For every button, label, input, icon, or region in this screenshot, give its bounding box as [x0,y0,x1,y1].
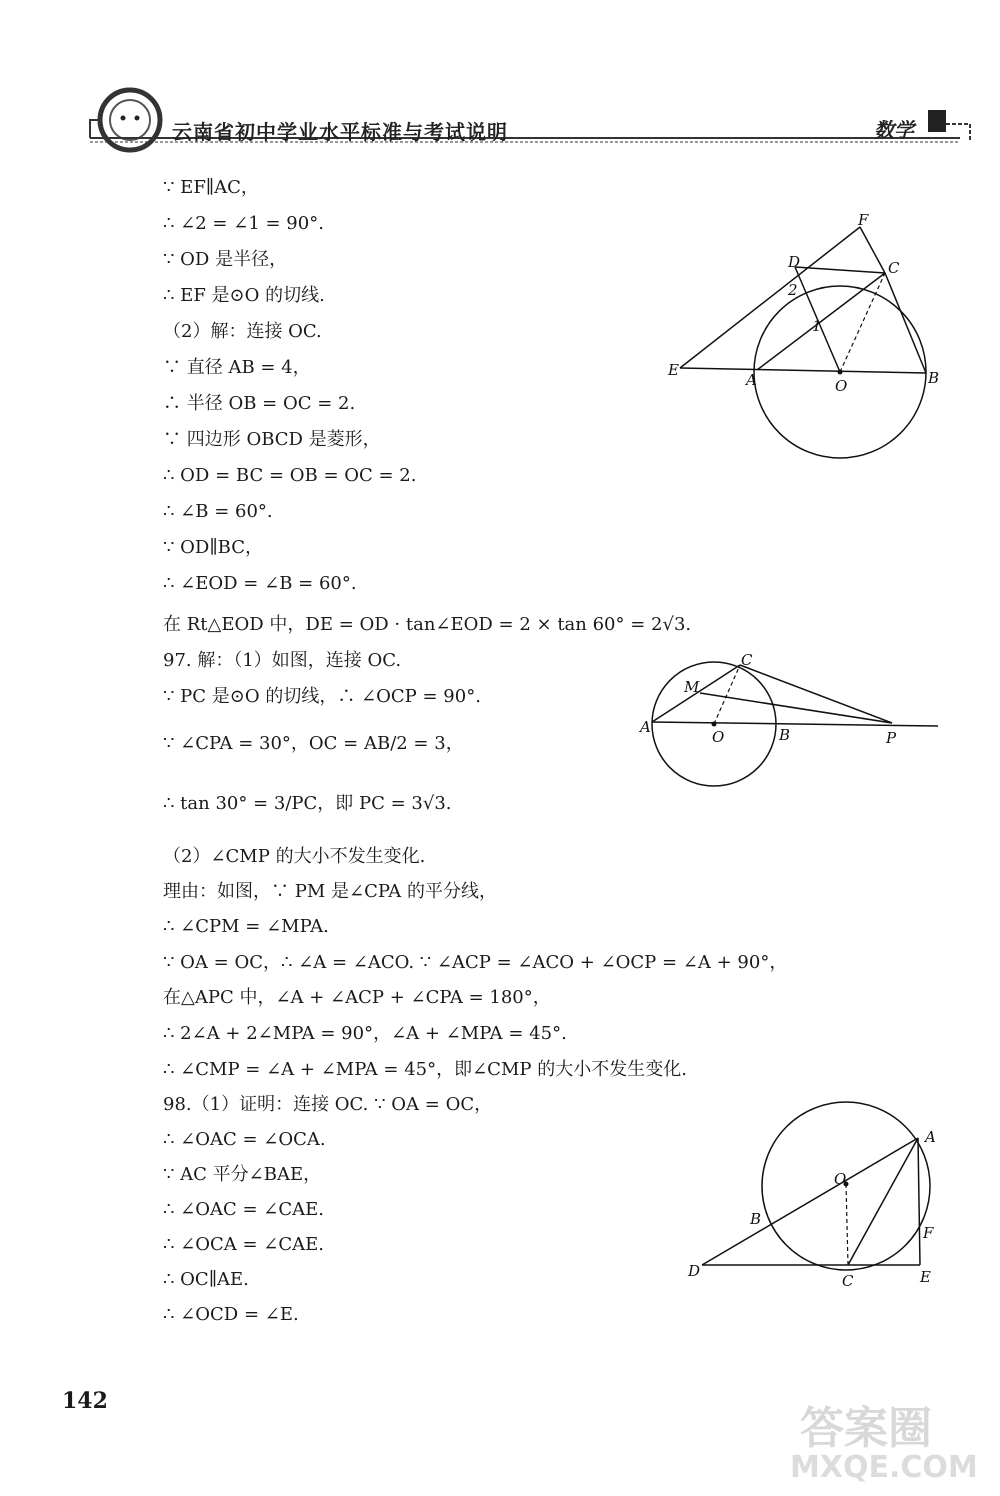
fig3-label: C [842,1272,854,1290]
text-line: ∴ ∠B = 60°. [163,501,273,522]
text-line: ∴ ∠EOD = ∠B = 60°. [163,573,357,594]
fig3-label: E [920,1268,931,1286]
fig1-label: B [928,369,940,387]
fig2-label: A [640,718,651,736]
subject-label: 数学 [874,118,914,142]
fig1-label: O [835,377,848,395]
text-line: ∴ ∠OCA = ∠CAE. [163,1234,325,1255]
text-line: 理由：如图，∵ PM 是∠CPA 的平分线， [163,881,498,902]
figure-1-circle-tangent [660,205,960,465]
problem-98-heading: 98.（1）证明：连接 OC. ∵ OA = OC， [163,1094,493,1115]
book-title: 云南省初中学业水平标准与考试说明 [172,120,508,144]
text-line: ∵ PC 是⊙O 的切线，∴ ∠OCP = 90°. [163,686,481,707]
fig1-label: E [668,361,679,379]
text-line: ∵ OD∥BC， [163,537,264,558]
watermark-logo: 答案圈 [800,1403,932,1454]
text-line: ∵ AC 平分∠BAE， [163,1164,322,1185]
text-line: ∴ ∠2 = ∠1 = 90°. [163,213,324,234]
watermark-url: MXQE.COM [790,1450,978,1485]
figure-3-angle-bisector [680,1100,960,1300]
text-line: ∴ OD = BC = OB = OC = 2. [163,465,417,486]
fig2-label: B [779,726,791,744]
fig1-label: 2 [788,281,798,299]
problem-97-heading: 97. 解：（1）如图，连接 OC. [163,650,402,671]
text-line: ∴ 半径 OB = OC = 2. [163,393,356,414]
fig1-label: C [888,259,900,277]
text-line: ∴ EF 是⊙O 的切线. [163,285,325,306]
page-number: 142 [62,1388,108,1414]
page-header [80,80,980,160]
text-line: ∵ ∠CPA = 30°，OC = AB/2 = 3， [163,733,464,754]
text-line: ∵ OD 是半径， [163,249,288,270]
text-line: （2）解：连接 OC. [163,321,322,342]
text-line: ∴ ∠CMP = ∠A + ∠MPA = 45°，即∠CMP 的大小不发生变化. [163,1059,687,1080]
fig1-label: D [788,253,801,271]
text-line: 在△APC 中，∠A + ∠ACP + ∠CPA = 180°， [163,987,551,1008]
text-line: ∴ tan 30° = 3/PC，即 PC = 3√3. [163,793,452,814]
fig1-label: A [746,371,757,389]
fig2-label: M [684,678,700,696]
fig3-label: F [923,1224,934,1242]
text-line: ∴ ∠OAC = ∠OCA. [163,1129,326,1150]
text-line: ∴ OC∥AE. [163,1269,249,1290]
text-line: ∵ 直径 AB = 4， [163,357,311,378]
fig3-label: B [750,1210,762,1228]
text-line: （2）∠CMP 的大小不发生变化. [163,846,426,867]
text-line: ∴ 2∠A + 2∠MPA = 90°，∠A + ∠MPA = 45°. [163,1023,567,1044]
fig3-label: A [925,1128,936,1146]
fig1-label: 1 [812,317,822,335]
fig2-label: O [712,728,725,746]
text-line: 在 Rt△EOD 中，DE = OD · tan∠EOD = 2 × tan 60° = 2√3. [163,614,692,635]
fig2-label: C [741,651,753,669]
figure-2-tangent-line [632,650,952,790]
text-line: ∵ OA = OC，∴ ∠A = ∠ACO. ∵ ∠ACP = ∠ACO + ∠OCP = ∠A + 90°， [163,952,788,973]
text-line: ∵ 四边形 OBCD 是菱形， [163,429,381,450]
fig2-label: P [886,729,897,747]
fig1-label: F [858,211,869,229]
fig3-label: D [688,1262,701,1280]
text-line: ∵ EF∥AC， [163,177,259,198]
fig3-label: O [834,1170,847,1188]
text-line: ∴ ∠CPM = ∠MPA. [163,916,329,937]
text-line: ∴ ∠OAC = ∠CAE. [163,1199,325,1220]
text-line: ∴ ∠OCD = ∠E. [163,1304,299,1325]
